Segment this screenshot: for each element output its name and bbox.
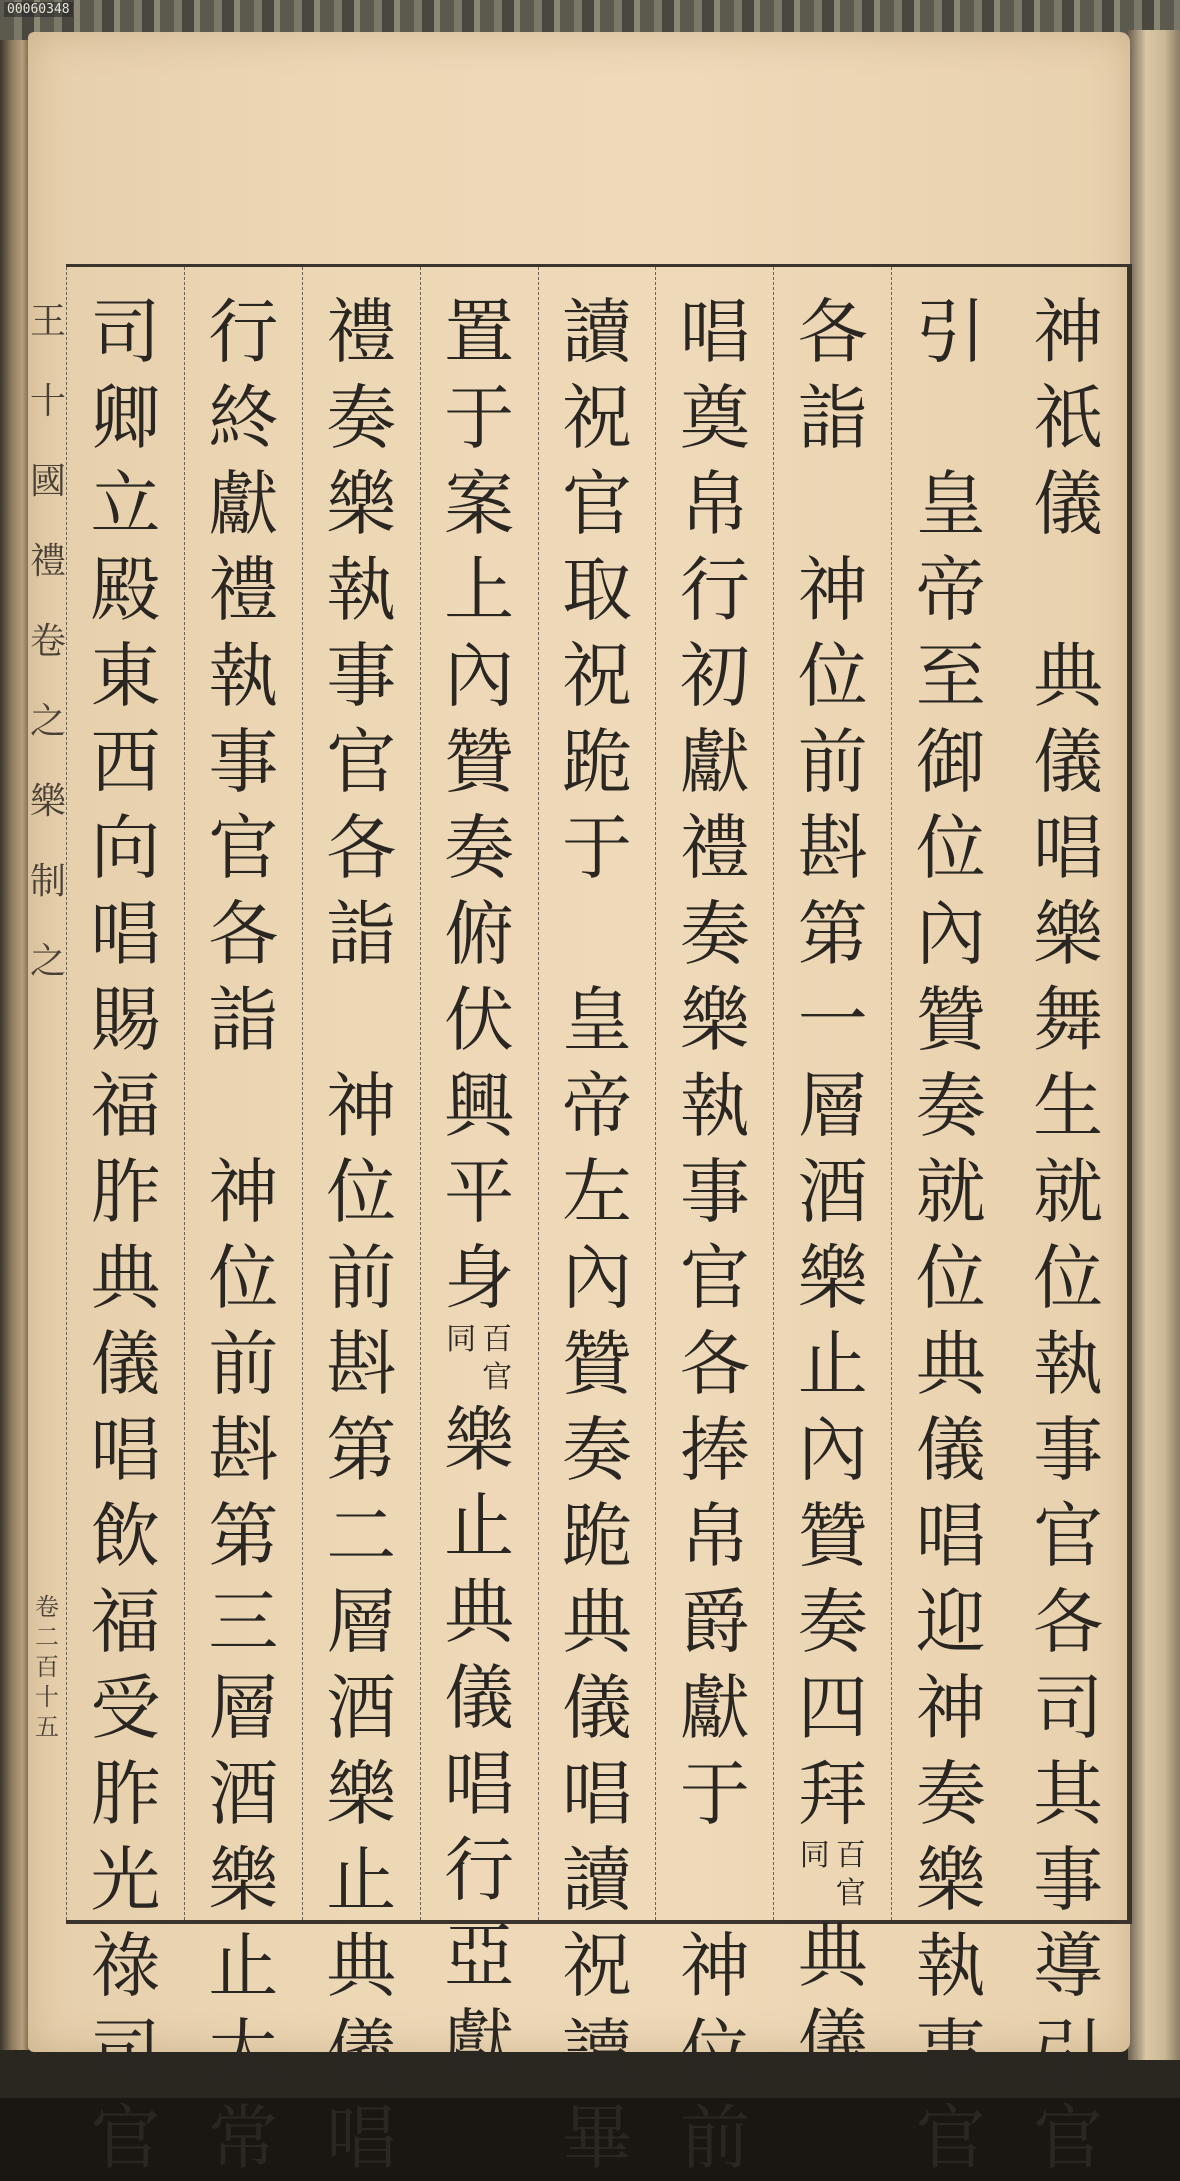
- character: 官: [1033, 2097, 1104, 2179]
- character: 生: [1033, 1065, 1104, 1147]
- character: 帛: [679, 463, 750, 545]
- character: 引: [915, 291, 986, 373]
- character: 酒: [208, 1753, 279, 1835]
- page-right-edge: [1128, 30, 1180, 2060]
- character: 執: [679, 1065, 750, 1147]
- character: 唱: [679, 291, 750, 373]
- character: 儀: [326, 2011, 397, 2093]
- character: 五: [35, 1713, 59, 1741]
- character: 捧: [679, 1409, 750, 1491]
- character: 讀: [562, 2011, 633, 2093]
- margin-title-fragment: [30, 282, 67, 1002]
- character: 內: [444, 635, 515, 717]
- character: 止: [326, 1839, 397, 1921]
- character: 制: [30, 861, 67, 902]
- character: 唱: [326, 2097, 397, 2179]
- character: 一: [797, 979, 868, 1061]
- scan-id-label: 00060348: [4, 2, 73, 17]
- character: 禮: [326, 291, 397, 373]
- character: 第: [326, 1409, 397, 1491]
- character: 興: [444, 1065, 515, 1147]
- text-column: [538, 267, 656, 2179]
- character: 向: [90, 807, 161, 889]
- character: 拜: [797, 1753, 868, 1835]
- character: 十: [35, 1683, 59, 1711]
- character: 卿: [90, 377, 161, 459]
- character: 百: [35, 1653, 59, 1681]
- character: 位: [797, 635, 868, 717]
- character: 官: [562, 463, 633, 545]
- text-column: [302, 267, 420, 2179]
- character: 事: [1033, 1839, 1104, 1921]
- character: 行: [208, 291, 279, 373]
- character: 典: [1033, 635, 1104, 717]
- book-binding: [0, 40, 30, 2050]
- character: 亞: [444, 1915, 515, 1997]
- character: 終: [208, 377, 279, 459]
- character: 皇: [915, 463, 986, 545]
- character: 獻: [679, 1667, 750, 1749]
- character: 贊: [444, 721, 515, 803]
- character: 引: [1033, 2011, 1104, 2093]
- character: 唱: [562, 1753, 633, 1835]
- character: 御: [915, 721, 986, 803]
- character: 福: [90, 1065, 161, 1147]
- character: 獻: [444, 2001, 515, 2083]
- character: 行: [444, 1829, 515, 1911]
- character: 典: [90, 1237, 161, 1319]
- character: 各: [326, 807, 397, 889]
- character: 樂: [915, 1839, 986, 1921]
- character: 斟: [208, 1409, 279, 1491]
- character: 讀: [562, 291, 633, 373]
- character: 祝: [562, 1925, 633, 2007]
- character: 奠: [679, 377, 750, 459]
- character: 官: [482, 1360, 513, 1395]
- character: 官: [90, 2097, 161, 2179]
- character: 行: [679, 549, 750, 631]
- character: 讀: [562, 1839, 633, 1921]
- character: 取: [562, 549, 633, 631]
- character: 唱: [90, 893, 161, 975]
- character: 神: [1033, 291, 1104, 373]
- character: 受: [90, 1667, 161, 1749]
- character: 十: [30, 381, 67, 422]
- character: 奏: [915, 1753, 986, 1835]
- character: 前: [326, 1237, 397, 1319]
- character: 樂: [30, 781, 67, 822]
- character: 飲: [90, 1495, 161, 1577]
- character: 于: [562, 807, 633, 889]
- character: 禮: [679, 807, 750, 889]
- character: 身: [444, 1237, 515, 1319]
- interlinear-note: [800, 1837, 866, 1913]
- text-column: [655, 267, 773, 2179]
- character: 唱: [90, 1409, 161, 1491]
- character: 詣: [208, 979, 279, 1061]
- character: 迎: [915, 1581, 986, 1663]
- book-page: [28, 32, 1130, 2179]
- text-column: [184, 267, 302, 2179]
- character: 事: [208, 721, 279, 803]
- character: 層: [797, 1065, 868, 1147]
- character: 官: [1033, 1495, 1104, 1577]
- character: 王: [30, 301, 67, 342]
- character: 第: [797, 893, 868, 975]
- character: 于: [679, 1753, 750, 1835]
- character: 光: [90, 1839, 161, 1921]
- character: 其: [1033, 1753, 1104, 1835]
- text-column: [891, 267, 1009, 2179]
- character: 執: [915, 1925, 986, 2007]
- character: 官: [326, 721, 397, 803]
- character: 各: [679, 1323, 750, 1405]
- character: 跪: [562, 1495, 633, 1577]
- character: 祿: [90, 1925, 161, 2007]
- character: 二: [35, 1623, 59, 1651]
- character: 神: [679, 1925, 750, 2007]
- text-column: [66, 267, 184, 2179]
- character: 帝: [562, 1065, 633, 1147]
- character: 樂: [326, 1753, 397, 1835]
- character: 獻: [208, 463, 279, 545]
- character: 司: [1033, 1667, 1104, 1749]
- character: 禮: [208, 549, 279, 631]
- character: 西: [90, 721, 161, 803]
- character: 司: [90, 2011, 161, 2093]
- character: 層: [326, 1581, 397, 1663]
- character: 位: [326, 1151, 397, 1233]
- character: 贊: [915, 979, 986, 1061]
- character: 之: [30, 941, 67, 982]
- character: 立: [90, 463, 161, 545]
- character: 四: [797, 1667, 868, 1749]
- character: 獻: [679, 721, 750, 803]
- character: 贊: [797, 1495, 868, 1577]
- character: 皇: [562, 979, 633, 1061]
- character: 同: [446, 1322, 477, 1357]
- character: 儀: [797, 2001, 868, 2083]
- character: 國: [30, 461, 67, 502]
- character: 事: [1033, 1409, 1104, 1491]
- character: 事: [679, 1151, 750, 1233]
- character: 第: [208, 1495, 279, 1577]
- character: 執: [326, 549, 397, 631]
- character: 百: [482, 1322, 513, 1357]
- character: 初: [679, 635, 750, 717]
- character: 典: [562, 1581, 633, 1663]
- character: 禮: [30, 541, 67, 582]
- character: 執: [208, 635, 279, 717]
- character: 跪: [562, 721, 633, 803]
- folio-number: [30, 1592, 64, 1742]
- character: 至: [915, 635, 986, 717]
- character: 詣: [797, 377, 868, 459]
- character: 案: [444, 463, 515, 545]
- character: 奏: [679, 893, 750, 975]
- character: 典: [326, 1925, 397, 2007]
- character: 儀: [915, 1409, 986, 1491]
- character: 胙: [90, 1151, 161, 1233]
- character: 就: [1033, 1151, 1104, 1233]
- character: 官: [835, 1876, 866, 1911]
- character: 奏: [326, 377, 397, 459]
- character: 典: [444, 1571, 515, 1653]
- character: 于: [444, 377, 515, 459]
- character: 官: [208, 807, 279, 889]
- character: 官: [679, 1237, 750, 1319]
- character: 左: [562, 1151, 633, 1233]
- character: 止: [208, 1925, 279, 2007]
- text-column: [420, 267, 538, 2083]
- character: 前: [797, 721, 868, 803]
- character: 事: [326, 635, 397, 717]
- character: 各: [1033, 1581, 1104, 1663]
- character: 內: [915, 893, 986, 975]
- character: 之: [30, 701, 67, 742]
- character: 太: [208, 2011, 279, 2093]
- character: 奏: [444, 807, 515, 889]
- character: 各: [208, 893, 279, 975]
- character: 儀: [90, 1323, 161, 1405]
- character: 奏: [797, 1581, 868, 1663]
- character: 止: [444, 1485, 515, 1567]
- character: 二: [326, 1495, 397, 1577]
- character: 就: [915, 1151, 986, 1233]
- character: 司: [90, 291, 161, 373]
- character: 賜: [90, 979, 161, 1061]
- character: 贊: [562, 1323, 633, 1405]
- character: 酒: [797, 1151, 868, 1233]
- character: 唱: [1033, 807, 1104, 889]
- character: 內: [797, 1409, 868, 1491]
- character: 帝: [915, 549, 986, 631]
- character: 斟: [797, 807, 868, 889]
- character: 神: [915, 1667, 986, 1749]
- character: 樂: [326, 463, 397, 545]
- character: 酒: [326, 1667, 397, 1749]
- character: 前: [679, 2097, 750, 2179]
- character: 畢: [562, 2097, 633, 2179]
- character: 平: [444, 1151, 515, 1233]
- character: 奏: [915, 1065, 986, 1147]
- character: 同: [799, 1838, 830, 1873]
- character: 卷: [30, 621, 67, 662]
- character: 祇: [1033, 377, 1104, 459]
- character: 唱: [915, 1495, 986, 1577]
- character: 神: [208, 1151, 279, 1233]
- character: 三: [208, 1581, 279, 1663]
- character: 樂: [679, 979, 750, 1061]
- character: 俯: [444, 893, 515, 975]
- text-column: [773, 267, 891, 2083]
- character: 爵: [679, 1581, 750, 1663]
- character: 奏: [562, 1409, 633, 1491]
- character: 神: [326, 1065, 397, 1147]
- character: 執: [1033, 1323, 1104, 1405]
- character: 唱: [444, 1743, 515, 1825]
- character: 伏: [444, 979, 515, 1061]
- character: 卷: [35, 1593, 59, 1621]
- character: 百: [835, 1838, 866, 1873]
- character: 官: [915, 2097, 986, 2179]
- character: 導: [1033, 1925, 1104, 2007]
- character: 位: [1033, 1237, 1104, 1319]
- character: 斟: [326, 1323, 397, 1405]
- character: 詣: [326, 893, 397, 975]
- character: 位: [915, 807, 986, 889]
- character: 胙: [90, 1753, 161, 1835]
- character: 內: [562, 1237, 633, 1319]
- text-frame: [66, 264, 1132, 2179]
- character: 位: [915, 1237, 986, 1319]
- character: 樂: [797, 1237, 868, 1319]
- character: 祝: [562, 377, 633, 459]
- character: 東: [90, 635, 161, 717]
- interlinear-note: [446, 1321, 512, 1397]
- character: 位: [679, 2011, 750, 2093]
- character: 典: [915, 1323, 986, 1405]
- character: 層: [208, 1667, 279, 1749]
- character: 前: [208, 1323, 279, 1405]
- character: 帛: [679, 1495, 750, 1577]
- character: 儀: [444, 1657, 515, 1739]
- character: 殿: [90, 549, 161, 631]
- character: 常: [208, 2097, 279, 2179]
- character: 祝: [562, 635, 633, 717]
- character: 神: [797, 549, 868, 631]
- character: 各: [797, 291, 868, 373]
- character: 儀: [562, 1667, 633, 1749]
- text-column: [1009, 267, 1127, 2179]
- character: 儀: [1033, 721, 1104, 803]
- character: 樂: [1033, 893, 1104, 975]
- character: 儀: [1033, 463, 1104, 545]
- character: 福: [90, 1581, 161, 1663]
- character: 樂: [208, 1839, 279, 1921]
- character: 典: [797, 1915, 868, 1997]
- character: 止: [797, 1323, 868, 1405]
- character: 置: [444, 291, 515, 373]
- character: 事: [915, 2011, 986, 2093]
- character: 樂: [444, 1399, 515, 1481]
- character: 舞: [1033, 979, 1104, 1061]
- character: 上: [444, 549, 515, 631]
- character: 位: [208, 1237, 279, 1319]
